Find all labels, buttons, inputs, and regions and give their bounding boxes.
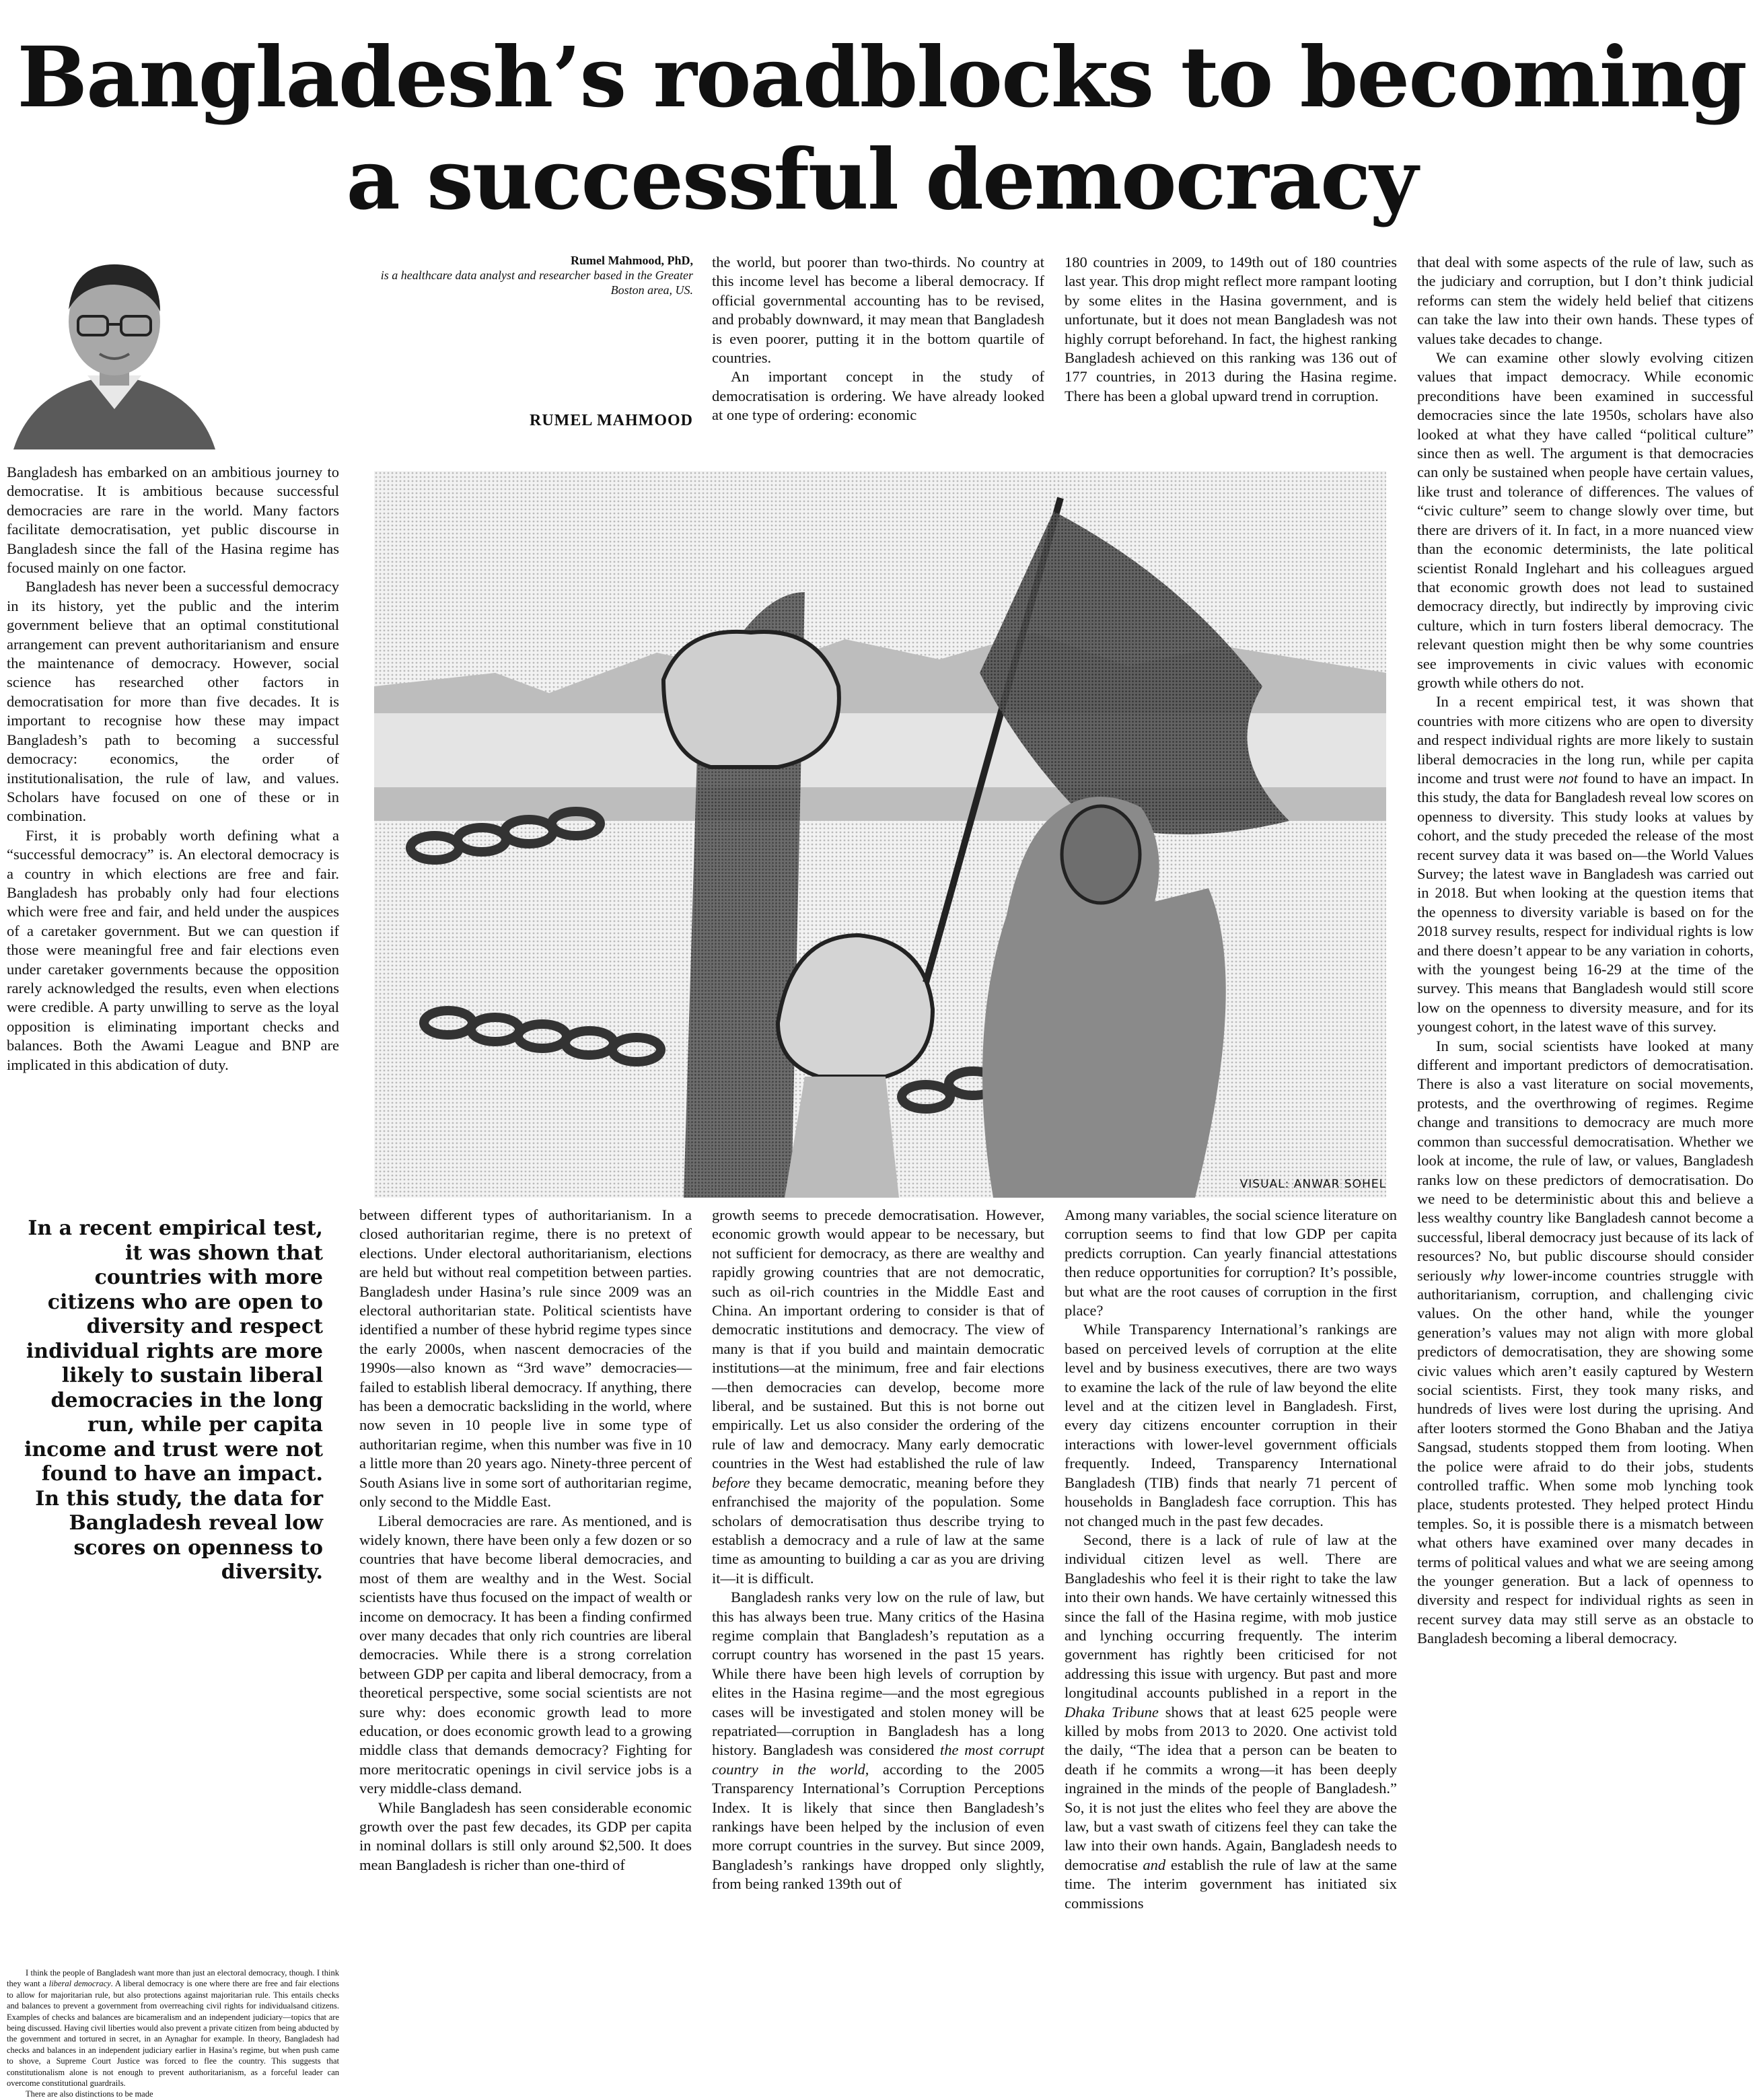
- author-name: Rumel Mahmood, PhD,: [570, 254, 693, 267]
- text-run: Bangladesh ranks very low on the rule of law, but this has always been true. Many critics of the Hasina regime complain that Bangladesh’s reputation as a corrupt country has worsened in the past 15 years. While there have been high levels of corruption by elites in the Hasina regime—and the most egregious cases will be investigated and stolen money will be repatriated—corruption in Bangladesh has a long history. Bangladesh was considered: [712, 1589, 1044, 1759]
- text-run: growth seems to precede democratisation. However, economic growth would appear to be necessary, but not sufficient for democracy, as there are wealthy and rapidly growing countries that are not democratic, such as oil-rich countries in the Middle East and China. An important ordering to consider is that of democratic institutions and democracy. The view of many is that if you build and maintain democratic institutions—at the minimum, free and fair elections—then democracies can develop, become more liberal, and be sustained. But this is not borne out empirically. Let us also consider the ordering of the rule of law and democracy. Many early democratic countries in the West had established the rule of law: [712, 1206, 1044, 1472]
- paragraph: [712, 1206, 1044, 1588]
- author-description: is a healthcare data analyst and researcher based in the Greater Boston area, US.: [380, 268, 693, 297]
- italic-run: not: [1558, 769, 1578, 787]
- paragraph: [1417, 692, 1754, 1036]
- column-1-top: [7, 463, 339, 1075]
- italic-run: liberal democracy: [48, 1979, 111, 1989]
- paragraph: Among many variables, the social science literature on corruption seems to find that low GDP per capita predicts corruption. Can yearly financial attestations then reduce opportunities for corruption? It’s possible, but what are the root causes of corruption in the first place?: [1065, 1206, 1397, 1319]
- illustration: [374, 471, 1386, 1198]
- paragraph: An important concept in the study of democratisation is ordering. We have already looked at one type of ordering: economic: [712, 368, 1044, 424]
- italic-run: Dhaka Tribune: [1065, 1703, 1159, 1721]
- paragraph: the world, but poorer than two-thirds. No country at this income level has become a liberal democracy. If official governmental accounting has to be revised, and probably downward, it may mean that Bangladesh is even poorer, putting it in the bottom quartile of countries.: [712, 254, 1044, 367]
- column-2-top: [712, 253, 1044, 425]
- byline: [350, 253, 693, 297]
- column-1-bottom: [7, 1967, 339, 2100]
- text-run: I think the people of Bangladesh want more than just an electoral democracy, though. I think they want a: [7, 1968, 339, 1989]
- text-run: found to have an impact. In this study, the data for Bangladesh reveal low scores on openness to diversity. This study looks at values by cohort, and the study preceded the release of the most recent survey data it was based on—the World Values Survey; the latest wave in Bangladesh was carried out in 2018. But when looking at the question items that the openness to diversity variable is based on for the 2018 survey results, respect for individual rights is low and there doesn’t appear to be any variation in cohorts, with the youngest being 16-29 at the time of the survey. This means that Bangladesh would still score low on the openness to diversity measure, and for its youngest cohort, in the latest wave of this survey.: [1417, 769, 1754, 1036]
- paragraph: Liberal democracies are rare. As mentioned, and is widely known, there have been only a few dozen or so countries that have become liberal democracies, and most of them are wealthy and in the West. Social scientists have thus focused on the impact of wealth or income on democracy. It has been a finding confirmed over many decades that only rich countries are liberal democracies. While there is a strong correlation between GDP per capita and liberal democracy, from a theoretical perspective, some social scientists are not sure why: does economic growth lead to more education, or does economic growth lead to a growing middle class that demands democracy? Fighting for more meritocratic openings in civil service jobs is a very middle-class demand.: [359, 1512, 692, 1797]
- italic-run: and: [1143, 1856, 1166, 1873]
- text-run: shows that at least 625 people were killed by mobs from 2013 to 2020. One activist told the daily, “The idea that a person can be beaten to death if he commits a wrong—it has been deeply ingrained in the minds of the people of Bangladesh.” So, it is not just the elites who feel they are above the law, but a vast swath of citizens feel they can take the law into their own hands. Again, Bangladesh needs to democratise: [1065, 1703, 1397, 1873]
- paragraph: that deal with some aspects of the rule of law, such as the judiciary and corruption, but I don’t think judicial reforms can stem the widely held belief that citizens can take the law into their own hands. These types of values take decades to change.: [1417, 254, 1754, 347]
- paragraph: 180 countries in 2009, to 149th out of 180 countries last year. This drop might reflect more rampant looting by some elites in the Hasina government, and is unfortunate, but it does not mean Bangladesh was not highly corrupt beforehand. In fact, the highest ranking Bangladesh achieved on this ranking was 136 out of 177 countries, in 2013 during the Hasina regime. There has been a global upward trend in corruption.: [1065, 254, 1397, 404]
- text-run: In sum, social scientists have looked at many different and important predictors of democratisation. There is also a vast literature on social movements, protests, and the overthrowing of regimes. Regime change and transitions to democracy are much more common than successful democratisation. Whether we look at income, the rule of law, or values, Bangladesh ranks low on these predictors of democratisation. Do we need to be deterministic about this and believe a less wealthy country like Bangladesh cannot become a successful, liberal democracy just because of its lack of resources? No, but public discourse should consider seriously: [1417, 1037, 1754, 1284]
- text-run: lower-income countries struggle with authoritarianism, corruption, and challenging civic values. On the other hand, while the younger generation’s values may not align with more global predictors of democratisation, they are showing some civic values which aren’t easily captured by Western social scientists. First, they took many risks, and hundreds of lives were lost during the uprising. And after looters stormed the Gono Bhaban and the Jatiya Sangsad, students stopped them from looting. When the police were afraid to do their jobs, students controlled traffic. When some mob lynching took place, students protested. They helped protect Hindu temples. So, it is possible there is a mismatch between what others have examined over many decades in terms of political values and what we are seeing among the younger generation. But a lack of openness to diversity and respect for individual rights as seen in recent survey data may still serve as an obstacle to Bangladesh becoming a liberal democracy.: [1417, 1266, 1754, 1647]
- italic-run: before: [712, 1474, 750, 1491]
- paragraph: Bangladesh has embarked on an ambitious journey to democratise. It is ambitious because successful democracies are rare in the world. Many factors facilitate democratisation, yet public discourse in Bangladesh since the fall of the Hasina regime has focused mainly on one factor.: [7, 464, 339, 577]
- column-4-top: [1065, 253, 1397, 406]
- author-caps: RUMEL MAHMOOD: [530, 412, 693, 429]
- author-photo: [7, 248, 222, 449]
- paragraph: Bangladesh has never been a successful democracy in its history, yet the public and the interim government believe that an optimal constitutional arrangement can prevent authoritarianism and ensure the maintenance of democracy. However, social science has researched other factors in democratisation for more than five decades. It is important to recognise how these may impact Bangladesh’s path to becoming a successful democracy: economics, the order of institutionalisation, the rule of law, and values. Scholars have focused on one of these or in combination.: [7, 578, 339, 825]
- paragraph: [1417, 1037, 1754, 1649]
- italic-run: why: [1480, 1266, 1505, 1284]
- paragraph: First, it is probably worth defining what a “successful democracy” is. An electoral democracy is a country in which elections are free and fair. Bangladesh has probably only had four elections which were free and fair, and held under the auspices of a caretaker government. But we can question if those were meaningful free and fair elections even under caretaker governments because the opposition rarely acknowledged the results, even when elections were credible. A party unwilling to serve as the loyal opposition is eliminating important checks and balances. Both the Awami League and BNP are implicated in this abdication of duty.: [7, 826, 339, 1073]
- text-run: Second, there is a lack of rule of law at the individual citizen level as well. There are Bangladeshis who feel it is their right to take the law into their own hands. We have certainly witnessed this since the fall of the Hasina regime, with mob justice and lynching occurring frequently. The interim government has rightly been criticised for not addressing this issue with urgency. But past and more longitudinal accounts published in a report in the: [1065, 1531, 1397, 1702]
- paragraph: There are also distinctions to be made: [26, 2089, 153, 2099]
- text-run: In a recent empirical test, it was shown that countries with more citizens who are open to diversity and respect individual rights are more likely to sustain liberal democracies in the long run, while per capita income and trust were: [1417, 693, 1754, 787]
- paragraph: While Bangladesh has seen considerable economic growth over the past few decades, its GDP per capita in nominal dollars is still only around $2,500. It does mean Bangladesh is richer than one-third of: [359, 1799, 692, 1873]
- text-run: . A liberal democracy is one where there are free and fair elections to allow for majoritarian rule, but also protections against majoritarian rule. This entails checks and balances to prevent a government from overreaching civil rights for individualsand citizens. Examples of checks and balances are bicameralism and an independent judiciary—topics that are being discussed. Having civil liberties would also prevent a private citizen from being abducted by the government and tortured in secret, in an Aynaghar for example. In theory, Bangladesh had checks and balances in an independent judiciary earlier in Hasina’s regime, but when push came to shove, a Supreme Court Justice was forced to flee the country. This suggests that constitutionalism alone is not enough to prevent authoritarianism, as a forceful leader can overcome constitutional guardrails.: [7, 1979, 339, 2089]
- pull-quote: In a recent empirical test, it was shown that countries with more citizens who are open to diversity and respect individual rights are more likely to sustain liberal democracies in the long run, while per capita income and trust were not found to have an impact. In this study, the data for Bangladesh reveal low scores on openness to diversity.: [24, 1217, 323, 1584]
- text-run: they became democratic, meaning before they enfranchised the majority of the population. Some scholars of democratisation thus describe trying to establish a democracy and a rule of law at the same time as amounting to building a car as you are driving it—it is difficult.: [712, 1474, 1044, 1587]
- paragraph: [712, 1588, 1044, 1894]
- column-5: [1417, 253, 1754, 1649]
- visual-credit: VISUAL: ANWAR SOHEL: [1239, 1178, 1386, 1191]
- headline: Bangladesh’s roadblocks to becoming a successful democracy: [17, 29, 1746, 229]
- column-3-bottom: [712, 1206, 1044, 1894]
- paragraph: While Transparency International’s rankings are based on perceived levels of corruption at the elite level and by business executives, there are two ways to examine the lack of the rule of law beyond the elite level and at the citizen level in Bangladesh. First, every day citizens encounter corruption in their interactions with lower-level government officials frequently. Indeed, Transparency International Bangladesh (TIB) finds that nearly 71 percent of households in Bangladesh face corruption. This has not changed much in the past few decades.: [1065, 1321, 1397, 1529]
- paragraph: [1065, 1531, 1397, 1913]
- paragraph: [7, 1967, 339, 2089]
- paragraph: between different types of authoritarianism. In a closed authoritarian regime, there is no pretext of elections. Under electoral authoritarianism, elections are held but without real competition between parties. Bangladesh under Hasina’s rule since 2009 was an electoral authoritarian state. Political scientists have identified a number of these hybrid regime types since the early 2000s, when nascent democracies of the 1990s—also known as “3rd wave” democracies—failed to establish liberal democracy. If anything, there has been a democratic backsliding in the world, where now seven in 10 people live in some type of authoritarian regime, when this number was five in 10 a little more than 20 years ago. Ninety-three percent of South Asians live in some sort of authoritarian regime, only second to the Middle East.: [359, 1206, 692, 1511]
- column-4-bottom: [1065, 1206, 1397, 1913]
- paragraph: We can examine other slowly evolving citizen values that impact democracy. While economic preconditions have been examined in successful democracies since the late 1950s, scholars have also looked at what they have called “political culture” since then as well. The argument is that democracies can only be sustained when people have certain values, like trust and tolerance of differences. The values of “civic culture” seem to change slowly over time, but there are drivers of it. In fact, in a more nuanced view than the economic determinists, the late political scientist Ronald Inglehart and his colleagues argued that economic growth does not lead to sustained democracy directly, but indirectly by improving civic culture, which in turn fosters liberal democracy. The relevant question might then be why some countries see improvements in civic values with economic growth while others do not.: [1417, 349, 1754, 691]
- text-run: , according to the 2005 Transparency International’s Corruption Perceptions Index. It is likely that since then Bangladesh’s rankings have been helped by the inclusion of even more corrupt countries in the survey. But since 2009, Bangladesh’s rankings have dropped only slightly, from being ranked 139th out of: [712, 1760, 1045, 1893]
- text-run: establish the rule of law at the same time. The interim government has initiated six commissions: [1065, 1856, 1397, 1912]
- italic-run: the most corrupt country in the world: [712, 1741, 1044, 1778]
- column-2-bottom: [359, 1206, 692, 1875]
